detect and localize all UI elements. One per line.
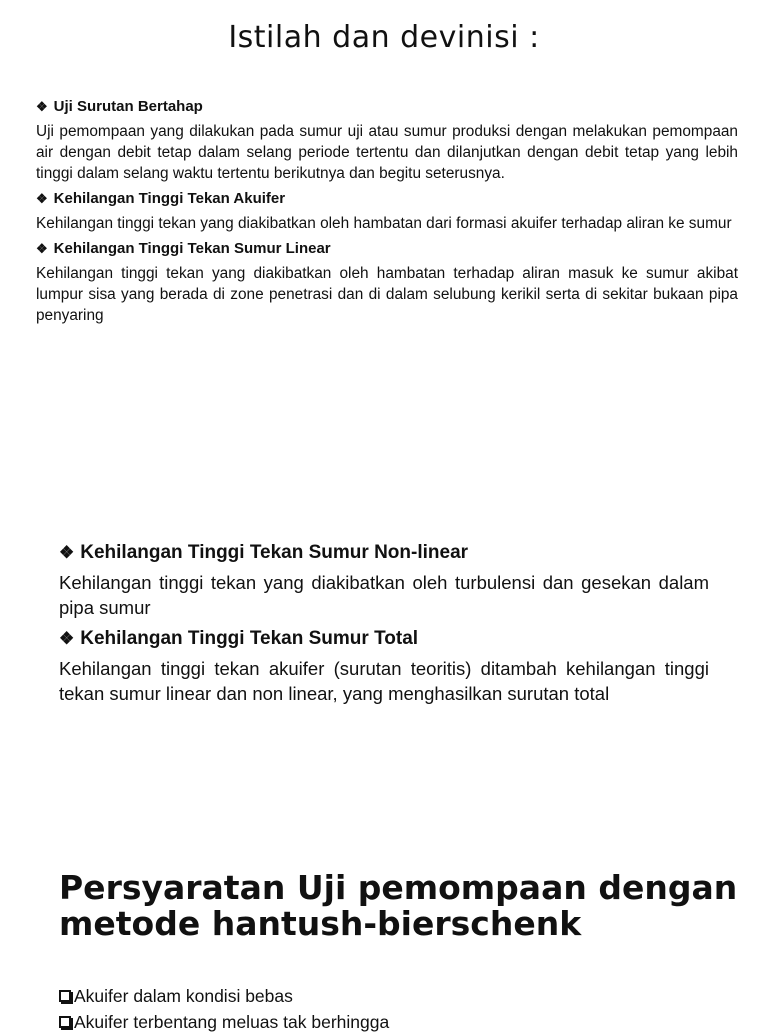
- checkbox-icon: [59, 990, 71, 1002]
- definition-term: [36, 240, 738, 257]
- checkbox-icon: [59, 1016, 71, 1028]
- list-item: [59, 1010, 739, 1034]
- term-label: Kehilangan Tinggi Tekan Sumur Total: [80, 628, 419, 649]
- requirements-list: [59, 984, 739, 1036]
- term-label: Kehilangan Tinggi Tekan Sumur Linear: [53, 240, 331, 257]
- diamond-bullet-icon: ❖: [59, 543, 75, 562]
- requirement-text: Akuifer terbentang meluas tak berhingga: [74, 1011, 390, 1032]
- definition-text: Kehilangan tinggi tekan akuifer (surutan teoritis) ditambah kehilangan tinggi tekan sumur linear dan non linear, yang menghasilkan surutan total: [59, 658, 709, 704]
- definition-text: Kehilangan tinggi tekan yang diakibatkan oleh hambatan terhadap aliran masuk ke sumur akibat lumpur sisa yang berada di zone penetrasi dan di dalam selubung kerikil serta di sekitar bukaan pipa penyaring: [36, 265, 738, 324]
- term-label: Kehilangan Tinggi Tekan Sumur Non-linear: [80, 542, 469, 563]
- diamond-bullet-icon: ❖: [59, 629, 75, 648]
- term-label: Kehilangan Tinggi Tekan Akuifer: [53, 190, 286, 207]
- definition-text: Uji pemompaan yang dilakukan pada sumur uji atau sumur produksi dengan melakukan pemompaan air dengan debit tetap dalam selang periode tertentu dan dilanjutkan dengan debit tetap yang lebih tinggi dalam selang waktu tertentu berikutnya dan begitu seterusnya.: [36, 123, 738, 182]
- definition-term: [36, 190, 738, 207]
- definition-term: [59, 628, 709, 650]
- requirement-text: Akuifer dalam kondisi bebas: [74, 985, 293, 1006]
- page-title: Istilah dan devinisi :: [228, 20, 540, 55]
- definition-text: Kehilangan tinggi tekan yang diakibatkan oleh hambatan dari formasi akuifer terhadap aliran ke sumur: [36, 215, 732, 232]
- list-item: [59, 984, 739, 1008]
- definitions-section-2: [59, 542, 709, 714]
- definitions-section-1: [36, 96, 738, 332]
- definition-text: Kehilangan tinggi tekan yang diakibatkan oleh turbulensi dan gesekan dalam pipa sumur: [59, 572, 709, 618]
- definition-term: [59, 542, 709, 564]
- term-label: Uji Surutan Bertahap: [53, 98, 203, 115]
- diamond-bullet-icon: ❖: [36, 191, 48, 206]
- diamond-bullet-icon: ❖: [36, 99, 48, 114]
- requirements-heading: Persyaratan Uji pemompaan dengan metode hantush-bierschenk: [59, 868, 738, 943]
- definition-term: [36, 98, 738, 115]
- diamond-bullet-icon: ❖: [36, 241, 48, 256]
